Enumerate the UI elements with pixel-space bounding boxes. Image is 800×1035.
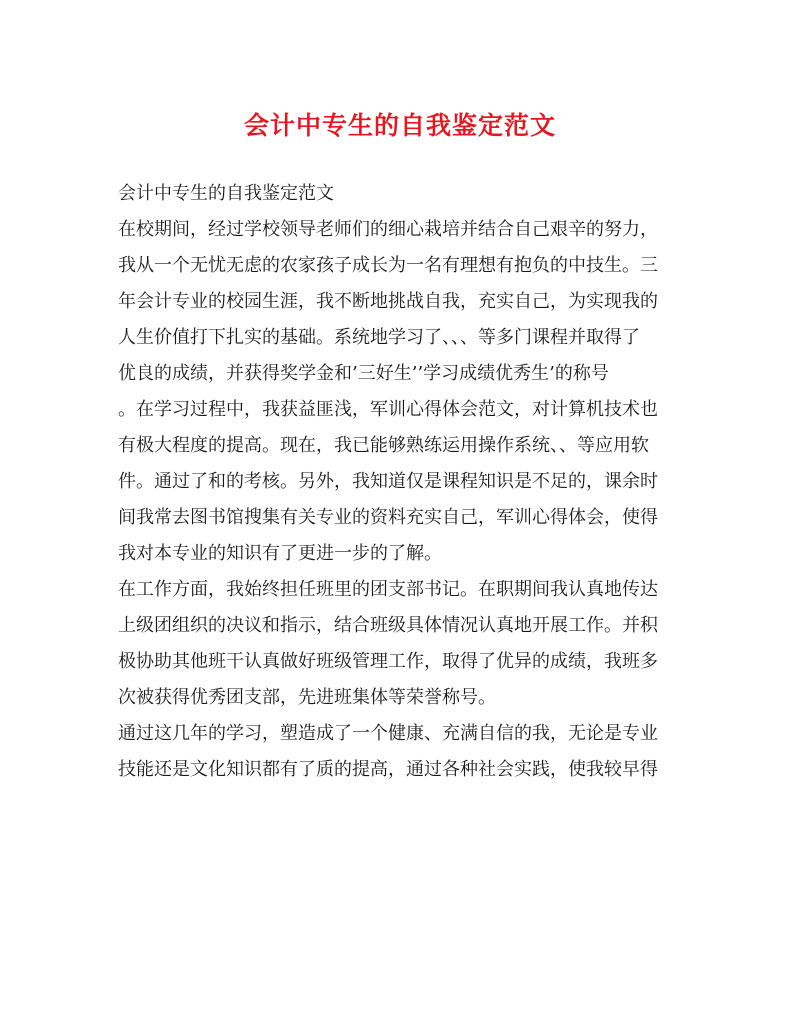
body-line: 我对本专业的知识有了更进一步的了解。 <box>118 543 442 564</box>
document-body <box>118 176 688 788</box>
body-line: 件。通过了和的考核。另外，我知道仅是课程知识是不足的，课余时 <box>118 471 658 492</box>
body-line: 上级团组织的决议和指示，结合班级具体情况认真地开展工作。并积 <box>118 615 658 636</box>
body-line: 技能还是文化知识都有了质的提高，通过各种社会实践，使我较早得 <box>118 759 658 780</box>
body-line: 优良的成绩，并获得奖学金和’三好生’’学习成绩优秀生’的称号 <box>118 363 609 384</box>
body-line: 有极大程度的提高。现在，我已能够熟练运用操作系统、、等应用软 <box>118 435 649 456</box>
body-line: 在工作方面，我始终担任班里的团支部书记。在职期间我认真地传达 <box>118 579 658 600</box>
body-line: 间我常去图书馆搜集有关专业的资料充实自己，军训心得体会，使得 <box>118 507 658 528</box>
body-line: 会计中专生的自我鉴定范文 <box>118 183 334 204</box>
document-title: 会计中专生的自我鉴定范文 <box>243 111 556 140</box>
body-line: 。在学习过程中，我获益匪浅，军训心得体会范文，对计算机技术也 <box>118 399 658 420</box>
body-line: 在校期间，经过学校领导老师们的细心栽培并结合自己艰辛的努力， <box>118 219 658 240</box>
body-line: 极协助其他班干认真做好班级管理工作，取得了优异的成绩，我班多 <box>118 651 658 672</box>
body-line: 我从一个无忧无虑的农家孩子成长为一名有理想有抱负的中技生。三 <box>118 255 658 276</box>
body-line: 人生价值打下扎实的基础。系统地学习了、、、等多门课程并取得了 <box>118 327 640 348</box>
body-line: 次被获得优秀团支部，先进班集体等荣誉称号。 <box>118 687 496 708</box>
body-line: 通过这几年的学习，塑造成了一个健康、充满自信的我，无论是专业 <box>118 723 658 744</box>
body-line: 年会计专业的校园生涯，我不断地挑战自我，充实自己，为实现我的 <box>118 291 658 312</box>
